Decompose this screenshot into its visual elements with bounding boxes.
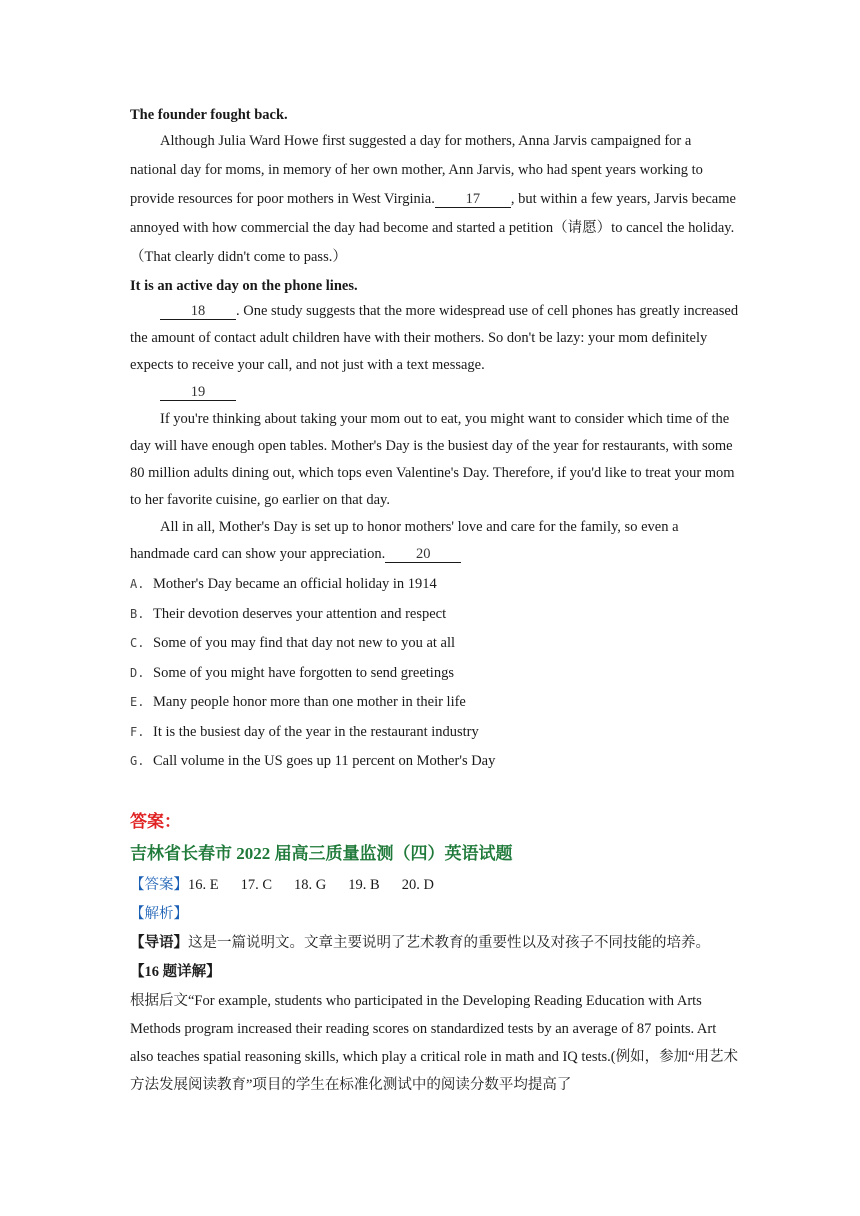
paragraph-text: Although Julia Ward Howe first suggested a day for mothers, Anna Jarvis campaigned for a national day for moms, in memory of her own mother, Ann Jarvis, who had spent years working to provide resources for poor mothers in West Virginia. (130, 133, 703, 207)
answer-item: 17. C (240, 876, 273, 893)
option-letter: A. (130, 577, 145, 591)
option-text: Many people honor more than one mother in their life (153, 694, 466, 710)
paragraph-restaurant: If you're thinking about taking your mom out to eat, you might want to consider which time of the day will have enough open tables. Mother's Day is the busiest day of the year for restaurants, with some 80 million adults dining out, which tops even Valentine's Day. Therefore, if you'd like to treat your mom to her favorite cuisine, go earlier on that day. (130, 411, 735, 508)
answer-item: 18. G (294, 876, 327, 893)
blank-18[interactable]: 18 (160, 303, 236, 320)
option-letter: E. (130, 695, 145, 709)
blank-19[interactable]: 19 (160, 384, 236, 401)
document-page (130, 103, 740, 1099)
paragraph-conclusion (130, 514, 740, 568)
source-title: 吉林省长春市 2022 届高三质量监测（四）英语试题 (130, 843, 513, 863)
paragraph-blank-19 (130, 379, 740, 406)
paragraph-text: All in all, Mother's Day is set up to honor mothers' love and care for the family, so even a handmade card can show your appreciation. (130, 519, 679, 562)
guide-text: 这是一篇说明文。文章主要说明了艺术教育的重要性以及对孩子不同技能的培养。 (188, 934, 710, 951)
section-heading-phone: It is an active day on the phone lines. (130, 278, 358, 294)
option-item (130, 600, 740, 630)
answer-key (130, 871, 740, 900)
option-letter: C. (130, 636, 145, 650)
blank-20[interactable]: 20 (385, 546, 461, 563)
answer-item: 16. E (188, 876, 219, 893)
q16-tag: 【16 题详解】 (130, 963, 221, 980)
option-letter: B. (130, 606, 145, 621)
q16-explanation: 根据后文“For example, students who participated in the Developing Reading Education with Arts Methods program increased their reading scores on standardized tests by an average of 87 points. Art also teaches spatial reasoning skills, which play a critical role in math and IQ tests.(例如，参加“用艺术方法发展阅读教育”项目的学生在标准化测试中的阅读分数平均提高了 (130, 992, 739, 1093)
paragraph-founder (130, 127, 740, 272)
option-letter: G. (130, 754, 145, 768)
option-item (130, 629, 740, 659)
section-heading-founder: The founder fought back. (130, 107, 288, 123)
option-text: Some of you may find that day not new to you at all (153, 635, 456, 651)
analysis-tag-line (130, 900, 740, 929)
analysis-tag: 【解析】 (130, 905, 188, 922)
answer-item: 19. B (348, 876, 380, 893)
answer-tag: 【答案】 (130, 876, 188, 893)
option-text: Call volume in the US goes up 11 percent on Mother's Day (153, 753, 496, 769)
option-text: It is the busiest day of the year in the restaurant industry (153, 723, 479, 740)
option-letter: F. (130, 724, 145, 739)
option-item (130, 570, 740, 600)
option-text: Their devotion deserves your attention and respect (153, 605, 447, 622)
guide-line (130, 929, 740, 958)
option-item (130, 659, 740, 689)
option-item (130, 747, 740, 777)
paragraph-text: , but within a few years, Jarvis became annoyed with how commercial the day had become and started a petition（请愿）to cancel the holiday.（That clearly didn't come to pass.） (130, 191, 736, 265)
guide-tag: 【导语】 (130, 934, 188, 951)
option-item (130, 718, 740, 748)
option-text: Some of you might have forgotten to send greetings (153, 664, 454, 681)
answer-label: 答案： (130, 811, 181, 832)
blank-17[interactable]: 17 (435, 191, 511, 208)
answer-item: 20. D (401, 876, 434, 893)
option-item (130, 688, 740, 718)
option-text: Mother's Day became an official holiday in 1914 (153, 576, 437, 592)
option-list (130, 570, 740, 777)
paragraph-phone (130, 298, 740, 379)
option-letter: D. (130, 665, 145, 680)
paragraph-text: . One study suggests that the more widespread use of cell phones has greatly increased the amount of contact adult children have with their mothers. So don't be lazy: your mom definitely expects to receive your call, and not just with a text message. (130, 303, 739, 373)
